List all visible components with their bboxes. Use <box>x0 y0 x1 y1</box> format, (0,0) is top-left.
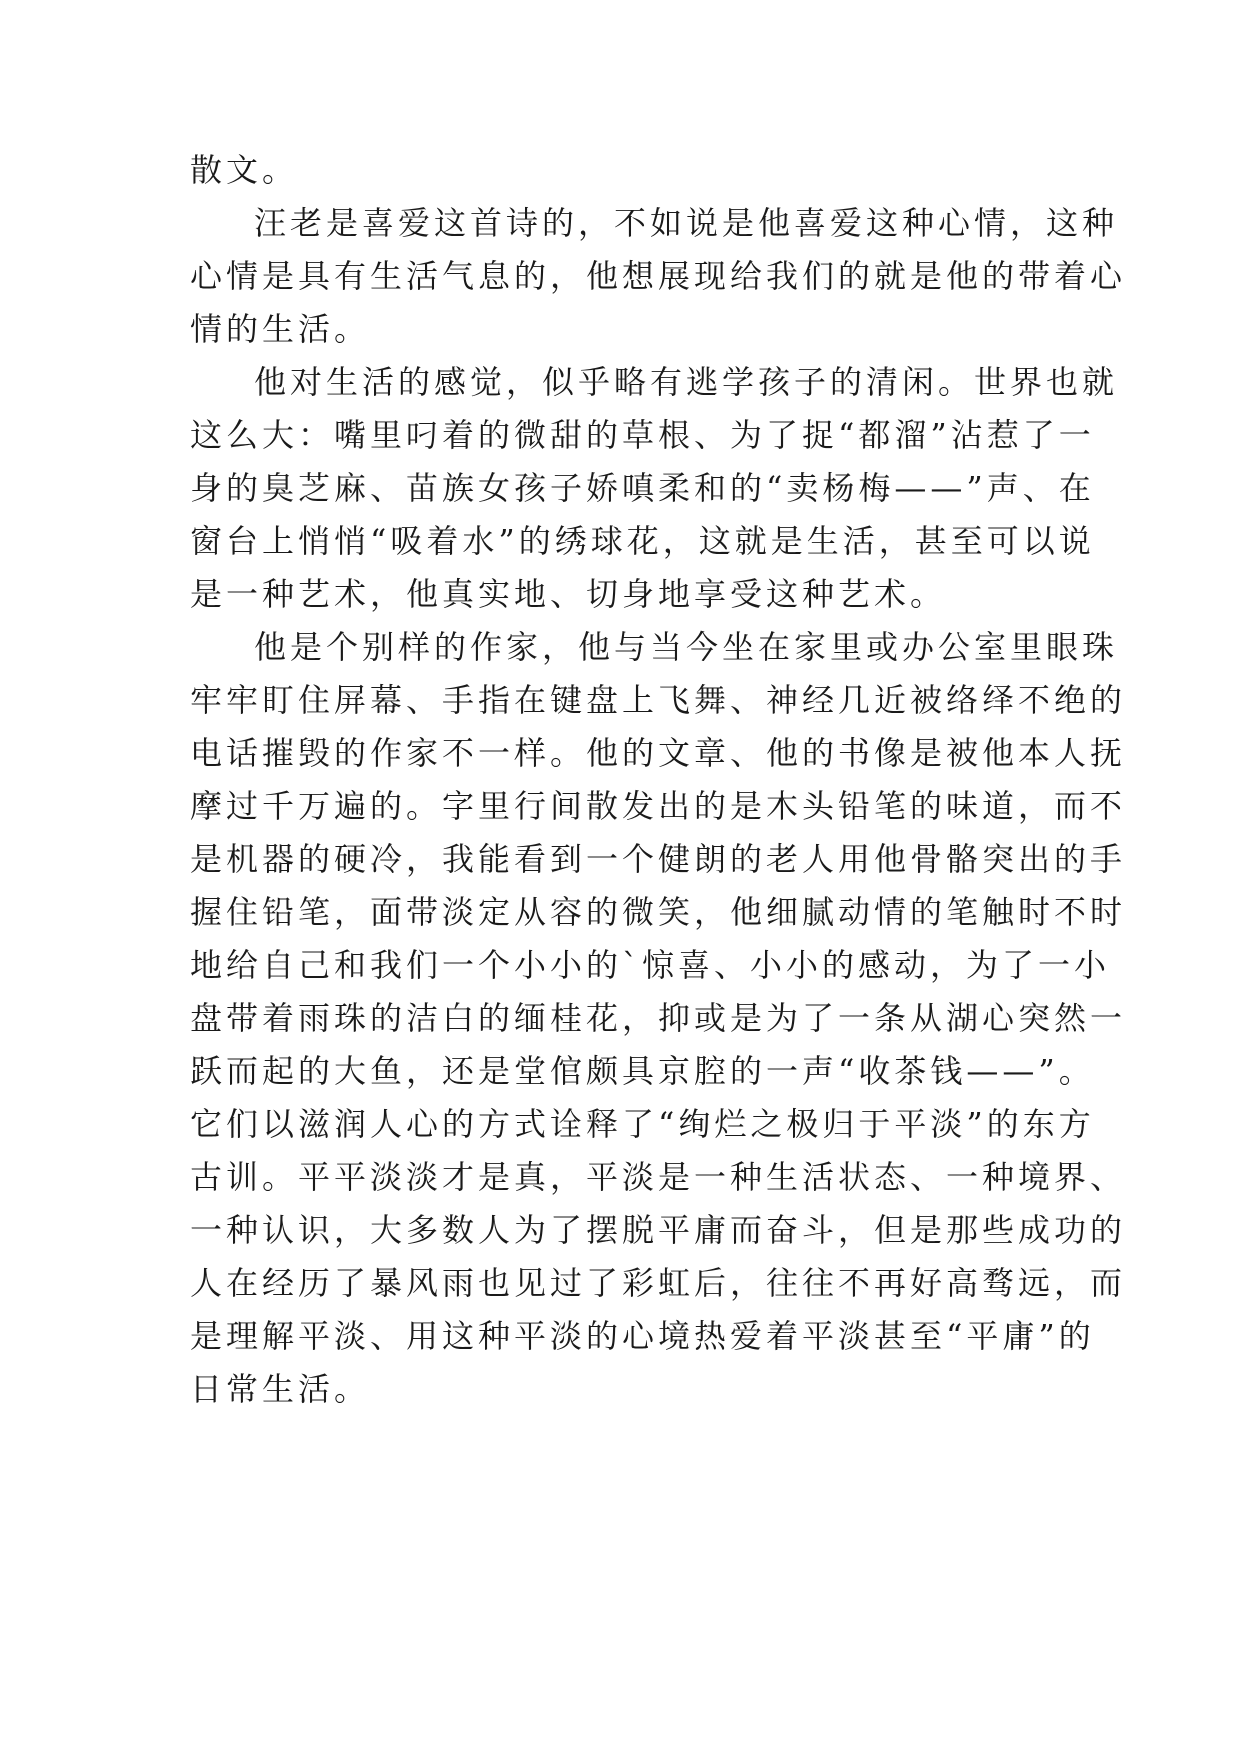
text-line: 跃而起的大鱼，还是堂倌颇具京腔的一声“收茶钱——”。 <box>190 1052 1095 1090</box>
text-line: 一种认识，大多数人为了摆脱平庸而奋斗，但是那些成功的 <box>190 1211 1127 1249</box>
text-line: 窗台上悄悄“吸着水”的绣球花，这就是生活，甚至可以说 <box>190 522 1095 560</box>
text-line: 摩过千万遍的。字里行间散发出的是木头铅笔的味道，而不 <box>190 787 1127 825</box>
text-line: 握住铅笔，面带淡定从容的微笑，他细腻动情的笔触时不时 <box>190 893 1127 931</box>
text-line: 情的生活。 <box>190 310 371 348</box>
text-line: 是一种艺术，他真实地、切身地享受这种艺术。 <box>190 575 947 613</box>
text-line: 人在经历了暴风雨也见过了彩虹后，往往不再好高骛远，而 <box>190 1264 1127 1302</box>
text-line: 日常生活。 <box>190 1370 371 1408</box>
text-line: 这么大：嘴里叼着的微甜的草根、为了捉“都溜”沾惹了一 <box>190 416 1095 454</box>
text-line: 散文。 <box>190 151 299 189</box>
text-line: 牢牢盯住屏幕、手指在键盘上飞舞、神经几近被络绎不绝的 <box>190 681 1127 719</box>
text-line: 心情是具有生活气息的，他想展现给我们的就是他的带着心 <box>190 257 1127 295</box>
text-line: 它们以滋润人心的方式诠释了“绚烂之极归于平淡”的东方 <box>190 1105 1095 1143</box>
text-line: 是机器的硬冷，我能看到一个健朗的老人用他骨骼突出的手 <box>190 840 1127 878</box>
text-line: 是理解平淡、用这种平淡的心境热爱着平淡甚至“平庸”的 <box>190 1317 1095 1355</box>
text-line: 电话摧毁的作家不一样。他的文章、他的书像是被他本人抚 <box>190 734 1127 772</box>
text-line: 地给自己和我们一个小小的`惊喜、小小的感动，为了一小 <box>190 946 1111 984</box>
text-line: 古训。平平淡淡才是真，平淡是一种生活状态、一种境界、 <box>190 1158 1127 1196</box>
text-line: 汪老是喜爱这首诗的，不如说是他喜爱这种心情，这种 <box>254 204 1119 242</box>
text-line: 他是个别样的作家，他与当今坐在家里或办公室里眼珠 <box>254 628 1119 666</box>
text-line: 身的臭芝麻、苗族女孩子娇嗔柔和的“卖杨梅——”声、在 <box>190 469 1095 507</box>
text-line: 他对生活的感觉，似乎略有逃学孩子的清闲。世界也就 <box>254 363 1119 401</box>
text-line: 盘带着雨珠的洁白的缅桂花，抑或是为了一条从湖心突然一 <box>190 999 1127 1037</box>
